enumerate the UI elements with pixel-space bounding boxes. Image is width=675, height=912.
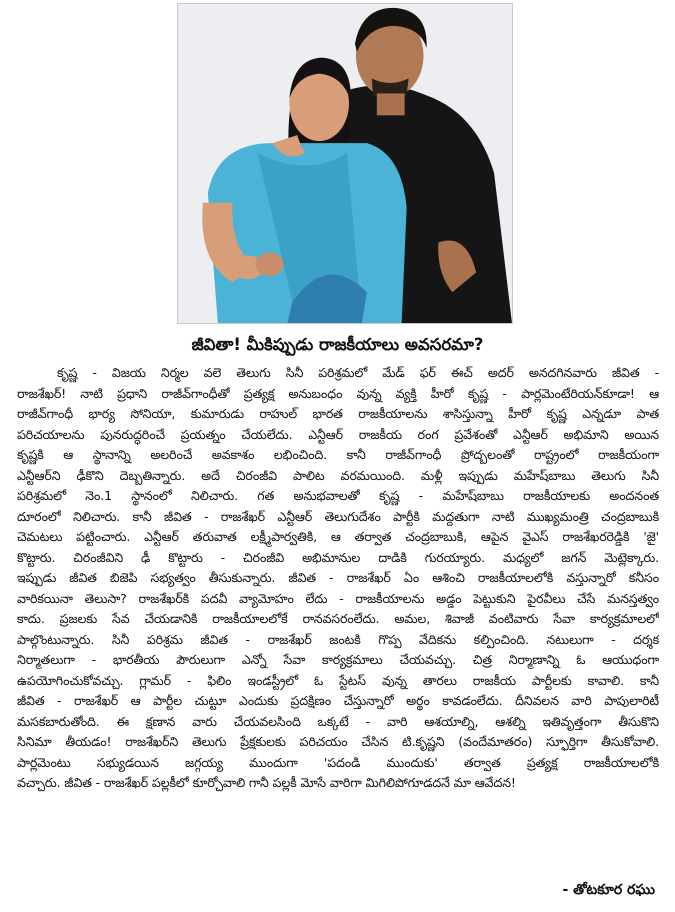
body-line: కాదు. ప్రజలకు సేవ చేయడానికి రాజకీయాలలోకే రానవసరంలేదు. అమల, శివాజీ వంటివారు సేవా కార్యక్రమాలలో: [17, 611, 659, 626]
body-line: చెమటలు పట్టించారు. ఎన్టీఆర్ తరువాత లక్ష్మీపార్వతికి, ఆ తర్వాత చంద్రబాబుకి, ఆపైన వైఎస్ రాజశేఖరరెడ్డికి 'జై': [17, 529, 659, 544]
body-line: ఎన్టీఆర్‌ని ఢీకొని దెబ్బతిన్నారు. అదే చిరంజీవి పాలిట వరమయింది. మళ్లీ ఇప్పుడు మహేష్‌బాబు తెలుగు సినీ: [17, 467, 659, 483]
article-body: [17, 363, 659, 883]
body-line: పార్లమెంటు సభ్యుడయిన జగ్గయ్య ముందుగా 'పదండి ముందుకు' తర్వాత ప్రత్యక్ష రాజకీయాలలోకి: [17, 754, 659, 770]
body-line: పాల్గొంటున్నారు. సినీ పరిశ్రమ జీవిత - రాజశేఖర్ జంటకి గొప్ప వేదికను కల్పించింది. నటులుగా - దర్శక: [17, 631, 659, 647]
body-line: పరిచయాలను పునరుద్ధరించే ప్రయత్నం చేయలేదు. ఎన్టీఆర్ రాజకీయ రంగ ప్రవేశంతో ఎన్టీఆర్ అభిమాని అయిన: [17, 426, 659, 442]
body-line: కృష్ణకి ఆ స్థానాన్ని అలరించే అవకాశం లభించింది. కానీ రాజీవ్‌గాంధీ ప్రోద్బలంతో రాష్ట్రంలో రాజకీయంగా: [17, 447, 659, 462]
body-line: పరిశ్రమలో నెం.1 స్థానంలో నిలిచారు. గత అనుభవాలతో కృష్ణ - మహేష్‌బాబు రాజకీయాలకు అందనంత: [17, 488, 659, 503]
body-line: ఇప్పుడు జీవిత బిజెపి సభ్యత్వం తీసుకున్నారు. జీవిత - రాజశేఖర్ ఏం ఆశించి రాజకీయాలలోకి వస్తున్నారో కనీసం: [17, 570, 659, 585]
body-line: మసకబారుతోంది. ఈ క్షణాన వారు చేయవలసింది ఒక్కటే - వారి ఆశయాల్ని, ఆశల్ని ఇతివృత్తంగా తీసుకొని: [17, 713, 659, 729]
body-line: సినిమా తీయడం! రాజశేఖర్‌ని తెలుగు ప్రేక్షకులకు పరిచయం చేసిన టి.కృష్ణని (వందేమాతరం) స్ఫూర్తిగా తీసుకోవాలి.: [17, 734, 659, 749]
body-line: ఉపయోగించుకోవచ్చు. గ్లామర్ - ఫిలిం ఇండస్ట్రీలో ఓ స్టేటస్ వున్న తారలు రాజకీయ పార్టీలకు కావాలి. కానీ: [17, 672, 659, 688]
body-line: దూరంలో నిలిచారు. కానీ జీవిత - రాజశేఖర్ ఎన్టీఆర్ తెలుగుదేశం పార్టీకి మద్దతుగా నాటి ముఖ్యమంత్రి చంద్రబాబుకి: [17, 508, 659, 524]
body-line: వారికయినా తెలుసా? రాజశేఖర్‌కి పదవీ వ్యామోహం లేదు - రాజకీయాలను అడ్డం పెట్టుకుని పైరవీలు చేసే మనస్తత్వం: [17, 590, 659, 606]
article-photo: [177, 3, 513, 324]
body-line: రాజశేఖర్! నాటి ప్రధాని రాజీవ్‌గాంధీతో ప్రత్యక్ష అనుబంధం వున్న వ్యక్తి హీరో కృష్ణ - పార్లమెంటేరియన్‌కూడా! ఆ: [17, 385, 659, 401]
body-line: కొట్టారు. చిరంజీవిని ఢీ కొట్టారు - చిరంజీవి అభిమానుల దాడికి గురయ్యారు. మధ్యలో జగన్ మెట్లెక్కారు.: [17, 549, 659, 565]
body-line: జీవిత - రాజశేఖర్ ఆ పార్టీల చుట్టూ ఎందుకు ప్రదక్షిణం చేస్తున్నారో అర్థం కావడంలేదు. దీనివలన వారి పాపులారిటీ: [17, 693, 659, 708]
article-author: - తోటకూర రఘు: [562, 882, 655, 898]
body-line: రాజీవ్‌గాంధీ భార్య సోనియా, కుమారుడు రాహుల్ భారత రాజకీయాలను శాసిస్తున్నా హీరో కృష్ణ ఎన్నడూ పాత: [17, 406, 659, 421]
couple-portrait-image: [178, 4, 512, 323]
body-line: వచ్చారు. జీవిత - రాజశేఖర్ పల్లకీలో కూర్చోవాలి గానీ పల్లకీ మోసే వారిగా మిగిలిపోగూడదనే మా ఆవేదన!: [17, 775, 516, 790]
body-line: కృష్ణ - విజయ నిర్మల వలె తెలుగు సినీ పరిశ్రమలో మేడ్ ఫర్ ఈచ్ అదర్ అనదగినవారు జీవిత -: [57, 365, 659, 380]
article-headline: జీవితా! మీకిప్పుడు రాజకీయాలు అవసరమా?: [191, 335, 484, 354]
body-line: నిర్మాతలుగా - భారతీయ పౌరులుగా ఎన్నో సేవా కార్యక్రమాలు చేయవచ్చు. చిత్ర నిర్మాణాన్ని ఓ ఆయుధంగా: [17, 652, 659, 667]
